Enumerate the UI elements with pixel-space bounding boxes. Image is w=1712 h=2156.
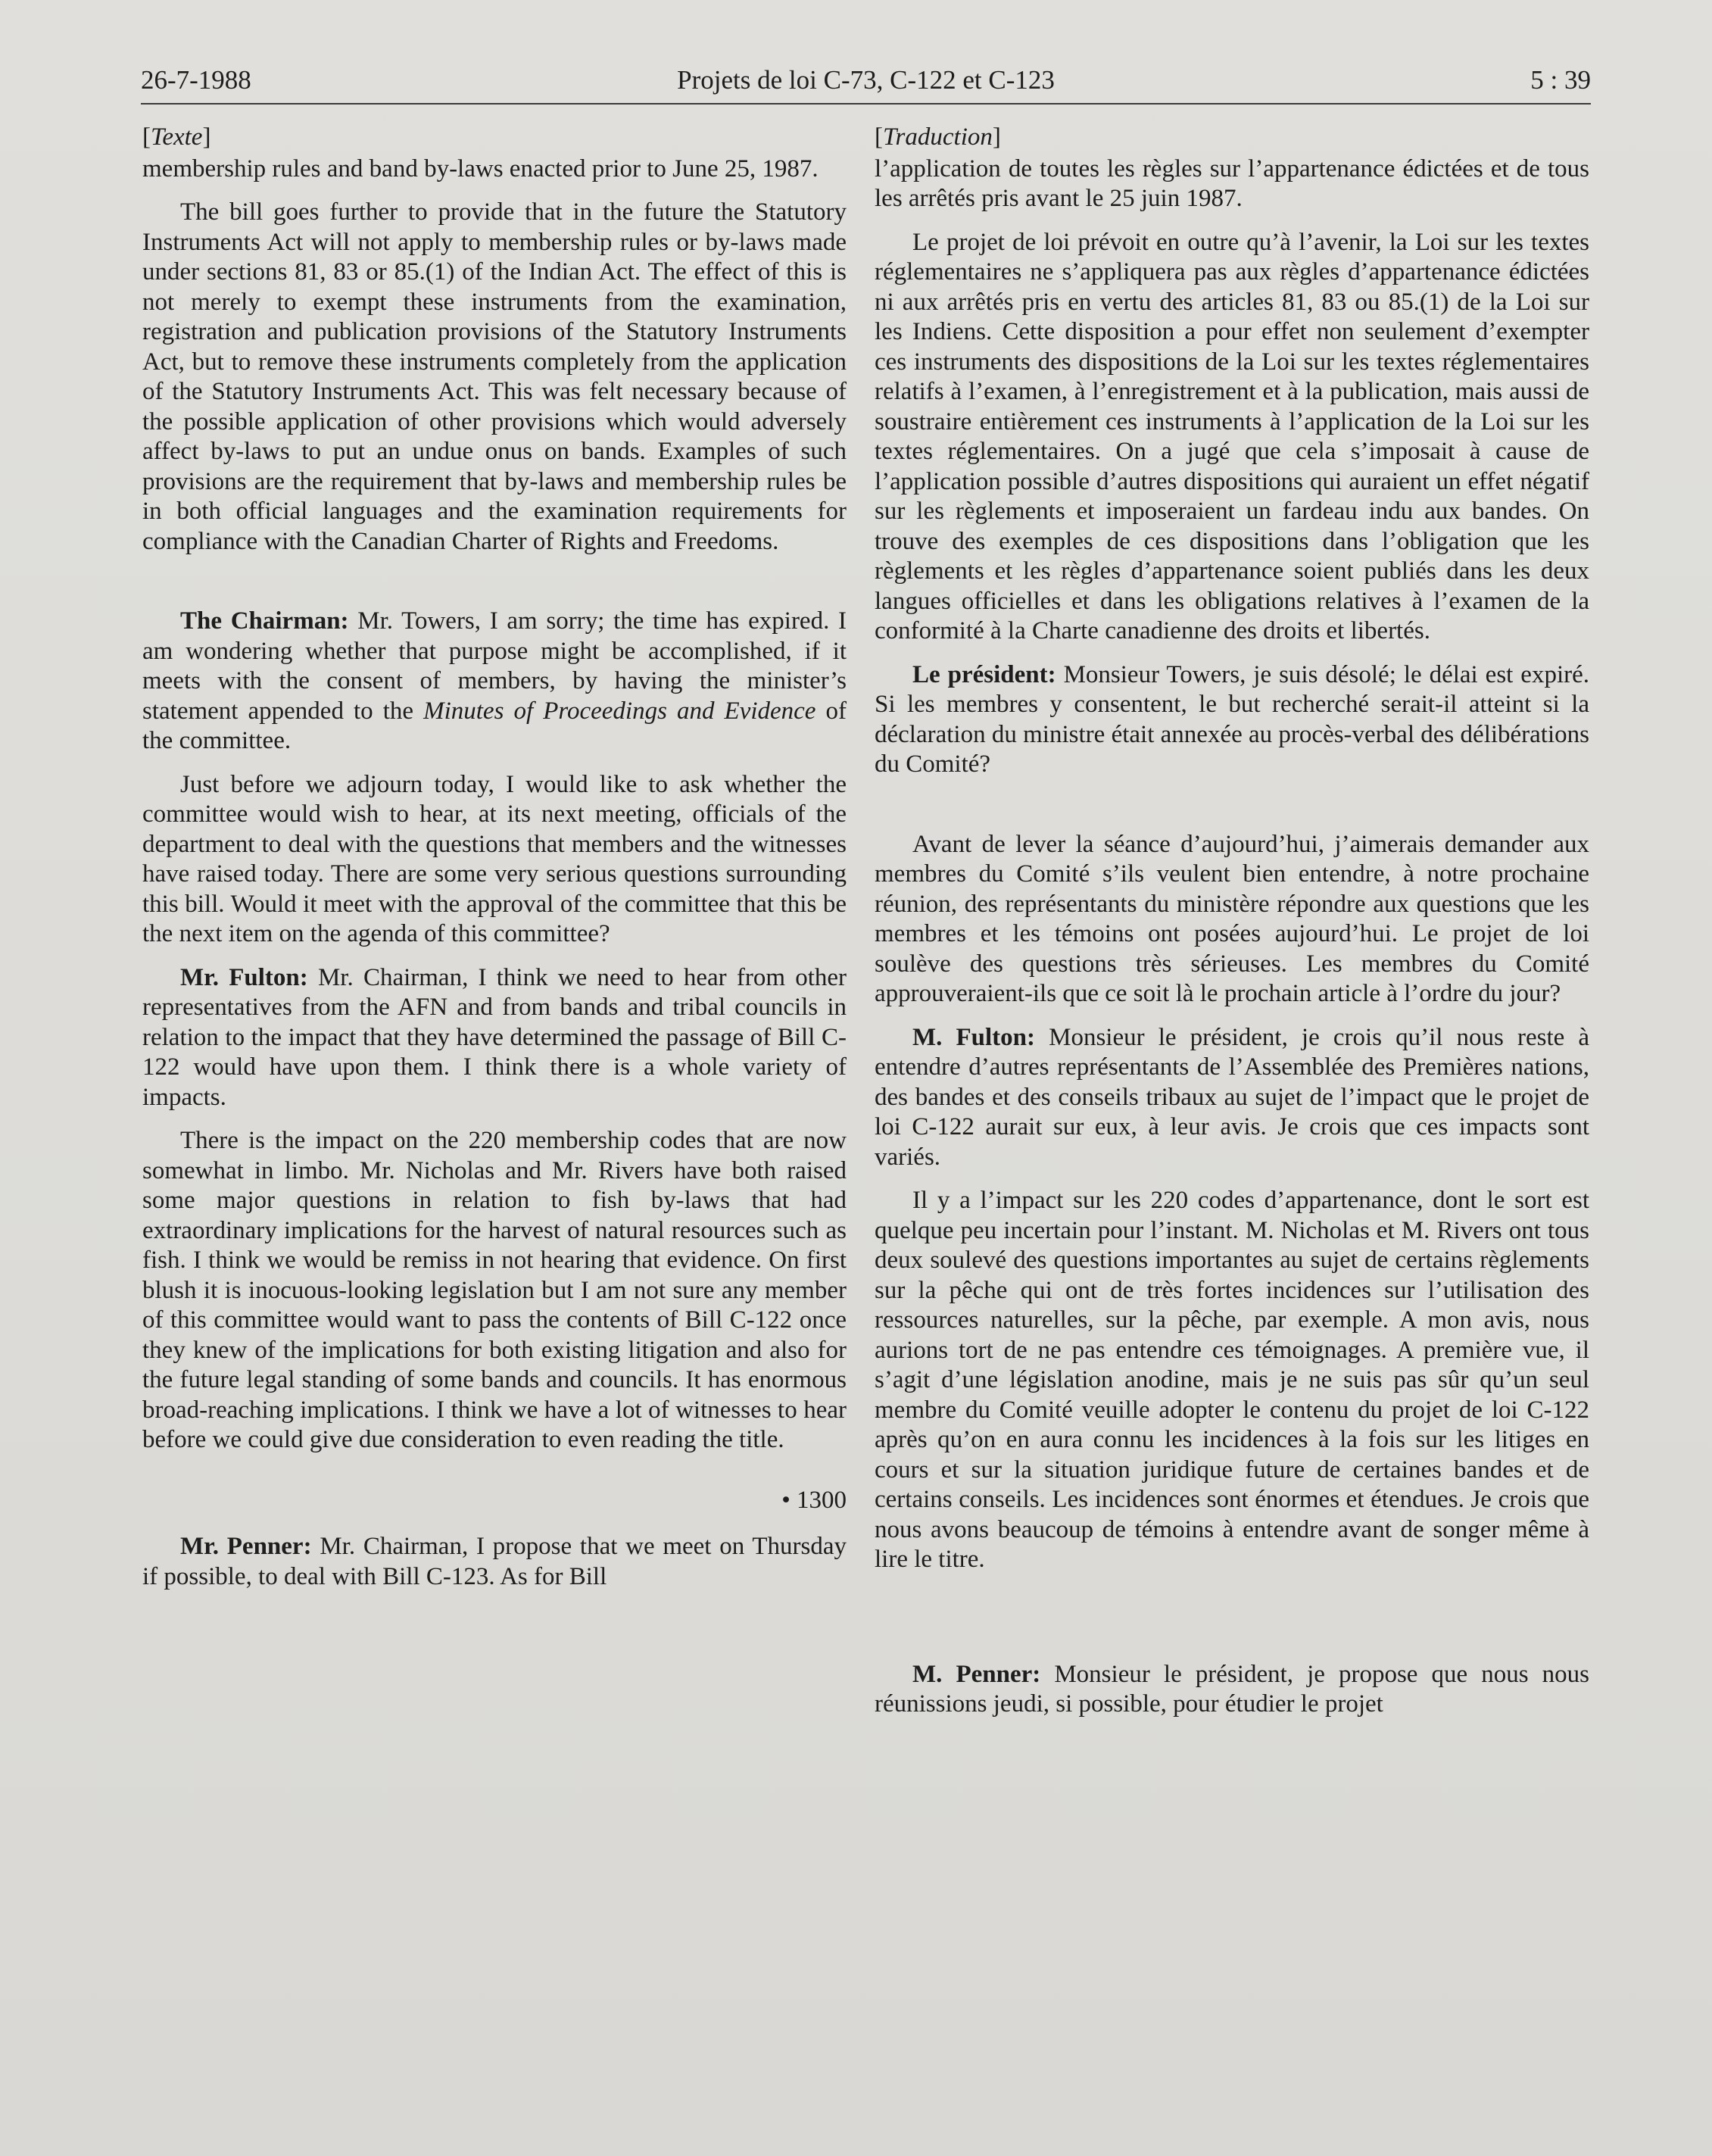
speaker-paragraph: M. Fulton: Monsieur le président, je crois qu’il nous reste à entendre d’autres représentants de l’Assemblée des Premières nations, des bandes et des conseils tribaux au sujet de l’impact que le projet de loi C-122 aurait sur eux, à leur avis. Je crois que ces impacts sont variés.: [875, 1023, 1590, 1171]
paragraph: Le projet de loi prévoit en outre qu’à l’avenir, la Loi sur les textes réglementaires ne s’appliquera pas aux règles d’appartenance édictées ni aux arrêtés pris en vertu des articles 81, 83 ou 85.(1) de la Loi sur les Indiens. Cette disposition a pour effet non seulement d’exempter ces instruments des dispositions de la Loi sur les textes réglementaires relatifs à l’examen, à l’enregistrement et à la publication, mais aussi de soustraire entièrement ces instruments à l’application de la Loi sur les textes réglementaires. On a jugé que cela s’imposait à cause de l’application possible d’autres dispositions qui auraient un effet négatif sur les règlements et imposeraient un fardeau indu aux bandes. On trouve des exemples de ces dispositions dans l’obligation que les règlements et les règles d’appartenance soient publiés dans les deux langues officielles et dans les obligations relatives à l’examen de la conformité à la Charte canadienne des droits et libertés.: [875, 228, 1589, 644]
header-date: 26-7-1988: [141, 65, 251, 95]
page-header: [141, 65, 1591, 103]
paragraph: The bill goes further to provide that in the future the Statutory Instruments Act will not apply to membership rules or by-laws made under sections 81, 83 or 85.(1) of the Indian Act. The effect of this is not merely to exempt these instruments from the examination, registration and publication provisions of the Statutory Instruments Act, but to remove these instruments completely from the application of the Statutory Instruments Act. This was felt necessary because of the possible application of other provisions which would adversely affect by-laws to put an undue onus on bands. Examples of such provisions are the requirement that by-laws and membership rules be in both official languages and the examination requirements for compliance with the Canadian Charter of Rights and Freedoms.: [142, 198, 847, 555]
speaker-name: M. Fulton:: [912, 1023, 1036, 1051]
french-column: [875, 123, 1589, 1720]
time-marker: • 1300: [781, 1486, 847, 1514]
speaker-paragraph: Mr. Fulton: Mr. Chairman, I think we need to hear from other representatives from the AFN and from bands and tribal councils in relation to the impact that they have determined the passage of Bill C-122 would have upon them. I think there is a whole variety of impacts.: [142, 963, 847, 1111]
paragraph: There is the impact on the 220 membership codes that are now somewhat in limbo. Mr. Nicholas and Mr. Rivers have both raised some major questions in relation to fish by-laws that had extraordinary implications for the harvest of natural resources such as fish. I think we would be remiss in not hearing that evidence. On first blush it is inocuous-looking legislation but I am not sure any member of this committee would want to pass the contents of Bill C-122 once they knew of the implications for both existing litigation and also for the future legal standing of some bands and councils. It has enormous broad-reaching implications. I think we have a lot of witnesses to hear before we could give due consideration to even reading the title.: [142, 1127, 847, 1453]
speaker-paragraph: Le président: Monsieur Towers, je suis désolé; le délai est expiré. Si les membres y consentent, le but recherché serait-il atteint si la déclaration du ministre était annexée au procès-verbal des délibérations du Comité?: [875, 660, 1589, 778]
speaker-paragraph: The Chairman: Mr. Towers, I am sorry; the time has expired. I am wondering whether that purpose might be accomplished, if it meets with the consent of members, by having the minister’s statement appended to the Minutes of Proceedings and Evidence of the committee.: [142, 607, 847, 754]
paragraph: membership rules and band by-laws enacted prior to June 25, 1987.: [142, 154, 819, 183]
paragraph: Il y a l’impact sur les 220 codes d’appartenance, dont le sort est quelque peu incertain pour l’instant. M. Nicholas et M. Rivers ont tous deux soulevé des questions importantes au sujet de certains règlements sur la pêche qui ont de très fortes incidences sur l’utilisation des ressources naturelles, sur la pêche, par exemple. A mon avis, nous aurions tort de ne pas entendre ces témoignages. A première vue, il s’agit d’une législation anodine, mais je ne suis pas sûr qu’un seul membre du Comité veuille adopter le contenu du projet de loi C-122 après qu’on en aura connu les incidences à la fois sur les litiges en cours et sur la situation juridique future de certaines bandes et de certains conseils. Les incidences sont énormes et étendues. Je crois que nous avons beaucoup de témoins à entendre avant de songer même à lire le titre.: [875, 1187, 1589, 1573]
speaker-name: Le président:: [912, 660, 1056, 688]
paragraph: Just before we adjourn today, I would like to ask whether the committee would wish to hear, at its next meeting, officials of the department to deal with the questions that members and the witnesses have raised today. There are some very serious questions surrounding this bill. Would it meet with the approval of the committee that this be the next item on the agenda of this committee?: [142, 770, 847, 947]
english-column: [142, 123, 847, 1592]
speaker-paragraph: Mr. Penner: Mr. Chairman, I propose that we meet on Thursday if possible, to deal with Bill C-123. As for Bill: [142, 1533, 847, 1590]
header-page-number: 5 : 39: [1530, 65, 1591, 95]
speaker-name: The Chairman:: [180, 607, 349, 635]
header-title: Projets de loi C-73, C-122 et C-123: [677, 65, 1055, 95]
speaker-name: Mr. Fulton:: [180, 963, 308, 991]
column-tag: [Texte]: [142, 123, 211, 151]
paragraph: Avant de lever la séance d’aujourd’hui, j’aimerais demander aux membres du Comité s’ils veulent bien entendre, à notre prochaine réunion, des représentants du ministère répondre aux questions que les membres et les témoins ont posées aujourd’hui. Le projet de loi soulève des questions très sérieuses. Les membres du Comité approuveraient-ils que ce soit là le prochain article à l’ordre du jour?: [875, 830, 1589, 1007]
paragraph: l’application de toutes les règles sur l’appartenance édictées et de tous les arrêtés pris avant le 25 juin 1987.: [875, 154, 1589, 212]
speaker-name: M. Penner:: [912, 1660, 1041, 1688]
speaker-paragraph: M. Penner: Monsieur le président, je propose que nous nous réunissions jeudi, si possible, pour étudier le projet: [875, 1660, 1589, 1718]
header-rule: [141, 103, 1591, 105]
publication-title: Minutes of Proceedings and Evidence: [423, 697, 816, 725]
column-tag: [Traduction]: [875, 123, 1001, 151]
speaker-name: Mr. Penner:: [180, 1533, 312, 1560]
